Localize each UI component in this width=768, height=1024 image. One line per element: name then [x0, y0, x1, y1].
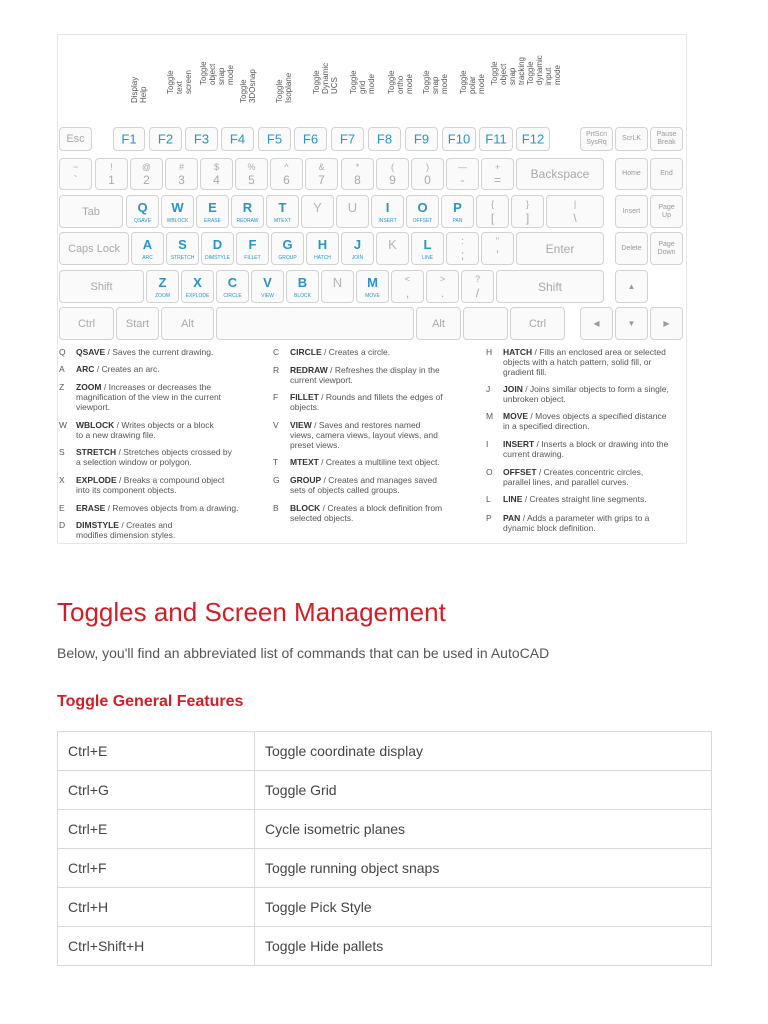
key-f3: F3 [185, 127, 218, 151]
key-prtscn: PrtScn SysRq [580, 127, 613, 151]
key-lbracket: { [ [476, 195, 509, 228]
key-alt-right: Alt [416, 307, 461, 340]
section-title: Toggle General Features [57, 693, 244, 710]
key-k: K [376, 232, 409, 265]
key-8: * 8 [341, 158, 374, 190]
shortcut-action: Toggle running object snaps [255, 849, 712, 888]
key-3: # 3 [165, 158, 198, 190]
key-f1: F1 [113, 127, 145, 151]
key-comma: < , [391, 270, 424, 303]
intro-text: Below, you'll find an abbreviated list of commands that can be used in AutoCAD [57, 645, 550, 661]
key-4: $ 4 [200, 158, 233, 190]
shortcut-action: Toggle coordinate display [255, 732, 712, 771]
key-c: C CIRCLE [216, 270, 249, 303]
key-arrow-up: ▲ [615, 270, 648, 303]
key-blank [463, 307, 508, 340]
fkey-label: Toggle text screen [166, 69, 193, 94]
fkey-label: Toggle Isoplane [275, 72, 293, 103]
key-9: ( 9 [376, 158, 409, 190]
key-x: X EXPLODE [181, 270, 214, 303]
key-g: G GROUP [271, 232, 304, 265]
key-insert: Insert [615, 195, 648, 228]
table-row [58, 888, 712, 927]
shortcut-action: Toggle Pick Style [255, 888, 712, 927]
table-row [58, 927, 712, 966]
fkey-label: Toggle 3DOsnap [239, 69, 257, 103]
key-1: ! 1 [95, 158, 128, 190]
key-5: % 5 [235, 158, 268, 190]
key-t: T MTEXT [266, 195, 299, 228]
key-home: Home [615, 158, 648, 190]
key-backslash: | \ [546, 195, 604, 228]
key-f12: F12 [516, 127, 550, 151]
key-f: F FILLET [236, 232, 269, 265]
shortcut-keys: Ctrl+H [58, 888, 255, 927]
key-o: O OFFSET [406, 195, 439, 228]
key-2: @ 2 [130, 158, 163, 190]
key-f7: F7 [331, 127, 364, 151]
fkey-label: Toggle grid mode [349, 70, 376, 94]
key-f10: F10 [442, 127, 476, 151]
key-rbracket: } ] [511, 195, 544, 228]
shortcut-keys: Ctrl+Shift+H [58, 927, 255, 966]
key-y: Y [301, 195, 334, 228]
key-ctrl-left: Ctrl [59, 307, 114, 340]
fkey-label: Toggle polar mode [459, 70, 486, 94]
page-title: Toggles and Screen Management [57, 597, 446, 627]
fkey-label: Toggle snap mode [422, 70, 449, 94]
key-f2: F2 [149, 127, 182, 151]
key-i: I INSERT [371, 195, 404, 228]
key-0: ) 0 [411, 158, 444, 190]
key-d: D DIMSTYLE [201, 232, 234, 265]
key-z: Z ZOOM [146, 270, 179, 303]
key-minus: — - [446, 158, 479, 190]
key-esc: Esc [59, 127, 92, 151]
shortcut-action: Cycle isometric planes [255, 810, 712, 849]
table-row [58, 849, 712, 888]
key-a: A ARC [131, 232, 164, 265]
key-m: M MOVE [356, 270, 389, 303]
key-h: H HATCH [306, 232, 339, 265]
fkey-label: Display Help [130, 76, 148, 103]
key-delete: Delete [615, 232, 648, 265]
shortcut-action: Toggle Hide pallets [255, 927, 712, 966]
key-j: J JOIN [341, 232, 374, 265]
key-scrlk: ScrLK [615, 127, 648, 151]
key-end: End [650, 158, 683, 190]
key-tilde: ~ ` [59, 158, 92, 190]
key-enter: Enter [516, 232, 604, 265]
key-w: W WBLOCK [161, 195, 194, 228]
key-u: U [336, 195, 369, 228]
key-arrow-right: ▶ [650, 307, 683, 340]
key-slash: ? / [461, 270, 494, 303]
key-r: R REDRAW [231, 195, 264, 228]
key-arrow-down: ▼ [615, 307, 648, 340]
key-f4: F4 [221, 127, 254, 151]
key-pagedown: Page Down [650, 232, 683, 265]
key-ctrl-right: Ctrl [510, 307, 565, 340]
key-n: N [321, 270, 354, 303]
key-v: V VIEW [251, 270, 284, 303]
key-6: ^ 6 [270, 158, 303, 190]
key-f8: F8 [368, 127, 401, 151]
key-7: & 7 [305, 158, 338, 190]
key-p: P PAN [441, 195, 474, 228]
fkey-label: Toggle Dynamic UCS [312, 62, 339, 94]
shortcut-keys: Ctrl+G [58, 771, 255, 810]
fkey-label: Toggle dynamic input mode [526, 55, 562, 85]
key-l: L LINE [411, 232, 444, 265]
key-start: Start [116, 307, 159, 340]
key-q: Q QSAVE [126, 195, 159, 228]
key-f11: F11 [479, 127, 513, 151]
key-period: > . [426, 270, 459, 303]
table-row [58, 810, 712, 849]
shortcut-keys: Ctrl+E [58, 732, 255, 771]
fkey-label: Toggle ortho mode [387, 70, 414, 94]
key-f6: F6 [294, 127, 327, 151]
key-e: E ERASE [196, 195, 229, 228]
key-capslock: Caps Lock [59, 232, 129, 265]
key-f5: F5 [258, 127, 291, 151]
key-s: S STRETCH [166, 232, 199, 265]
key-tab: Tab [59, 195, 123, 228]
key-b: B BLOCK [286, 270, 319, 303]
fkey-label: Toggle object snap tracking [490, 56, 526, 85]
keyboard-shortcut-figure: Display Help Toggle text screen Toggle object snap mode Toggle 3DOsnap Toggle Isoplane Toggle Dynamic UCS Toggle grid mode Toggle ortho mode Toggle snap mode Toggle polar mode Toggle object snap tracking Toggle dynamic input mode Esc F1 F2 F3 F4 F5 F6 F7 F8 F9 F10 F11 F12 PrtScn SysRq ScrLK Pause Break ~ ` ! 1 @ 2 # 3 $ 4 % 5 ^ 6 & 7 * 8 ( 9 ) 0 — - + = Backspace Home End Tab Q QSAVE W WBLOCK E ERASE R REDRAW T MTEXT Y U I INSERT O OFFSET P PAN { [ } ] | \ Insert Page Up Caps Lock A ARC S STRETCH D DIMSTYLE F FILLET G GROUP H HATCH J JOIN K L LINE : ; " ' Enter Delete Page Down Shift Z ZOOM X EXPLODE C CIRCLE V VIEW B BLOCK N M MOVE < , > . ? / Shift ▲ Ctrl Start Alt Alt Ctrl ◀ ▼ ▶ Q QSAVE / Saves the current drawing. A ARC / Creates an arc. Z ZOOM / Increases or decreases the magnification of the view in the current viewport. W WBLOCK / Writes objects or a block to a new drawing file. S STRETCH / Stretches objects crossed by a selection window or polygon. X EXPLODE / Breaks a compound object into its component objects. E ERASE / Removes objects from a drawing. D DIMSTYLE / Creates and modifies dimension styles. C CIRCLE / Creates a circle. R REDRAW / Refreshes the display in the current viewport. F FILLET / Rounds and fillets the edges of objects. V VIEW / Saves and restores named views, camera views, layout views, and preset views. T MTEXT / Creates a multiline text object. G GROUP / Creates and manages saved sets of objects called groups. B BLOCK / Creates a block definition from selected objects. H HATCH / Fills an enclosed area or selected objects with a hatch pattern, solid fill, or gradient fill. J JOIN / Joins similar objects to form a single, unbroken object. M MOVE / Moves objects a specified distance in a specified direction. I INSERT / Inserts a block or drawing into the current drawing. O OFFSET / Creates concentric circles, parallel lines, and parallel curves. L LINE / Creates straight line segments. P PAN / Adds a parameter with grips to a dynamic block definition. [57, 34, 687, 544]
shortcut-keys: Ctrl+E [58, 810, 255, 849]
key-arrow-left: ◀ [580, 307, 613, 340]
key-shift-left: Shift [59, 270, 144, 303]
key-shift-right: Shift [496, 270, 604, 303]
shortcut-table [57, 731, 712, 966]
key-space [216, 307, 414, 340]
key-f9: F9 [405, 127, 438, 151]
key-backspace: Backspace [516, 158, 604, 190]
table-row [58, 732, 712, 771]
key-semicolon: : ; [446, 232, 479, 265]
table-row [58, 771, 712, 810]
shortcut-action: Toggle Grid [255, 771, 712, 810]
key-pause: Pause Break [650, 127, 683, 151]
key-pageup: Page Up [650, 195, 683, 228]
key-alt-left: Alt [161, 307, 214, 340]
shortcut-keys: Ctrl+F [58, 849, 255, 888]
fkey-label: Toggle object snap mode [199, 61, 235, 85]
key-quote: " ' [481, 232, 514, 265]
key-equals: + = [481, 158, 514, 190]
